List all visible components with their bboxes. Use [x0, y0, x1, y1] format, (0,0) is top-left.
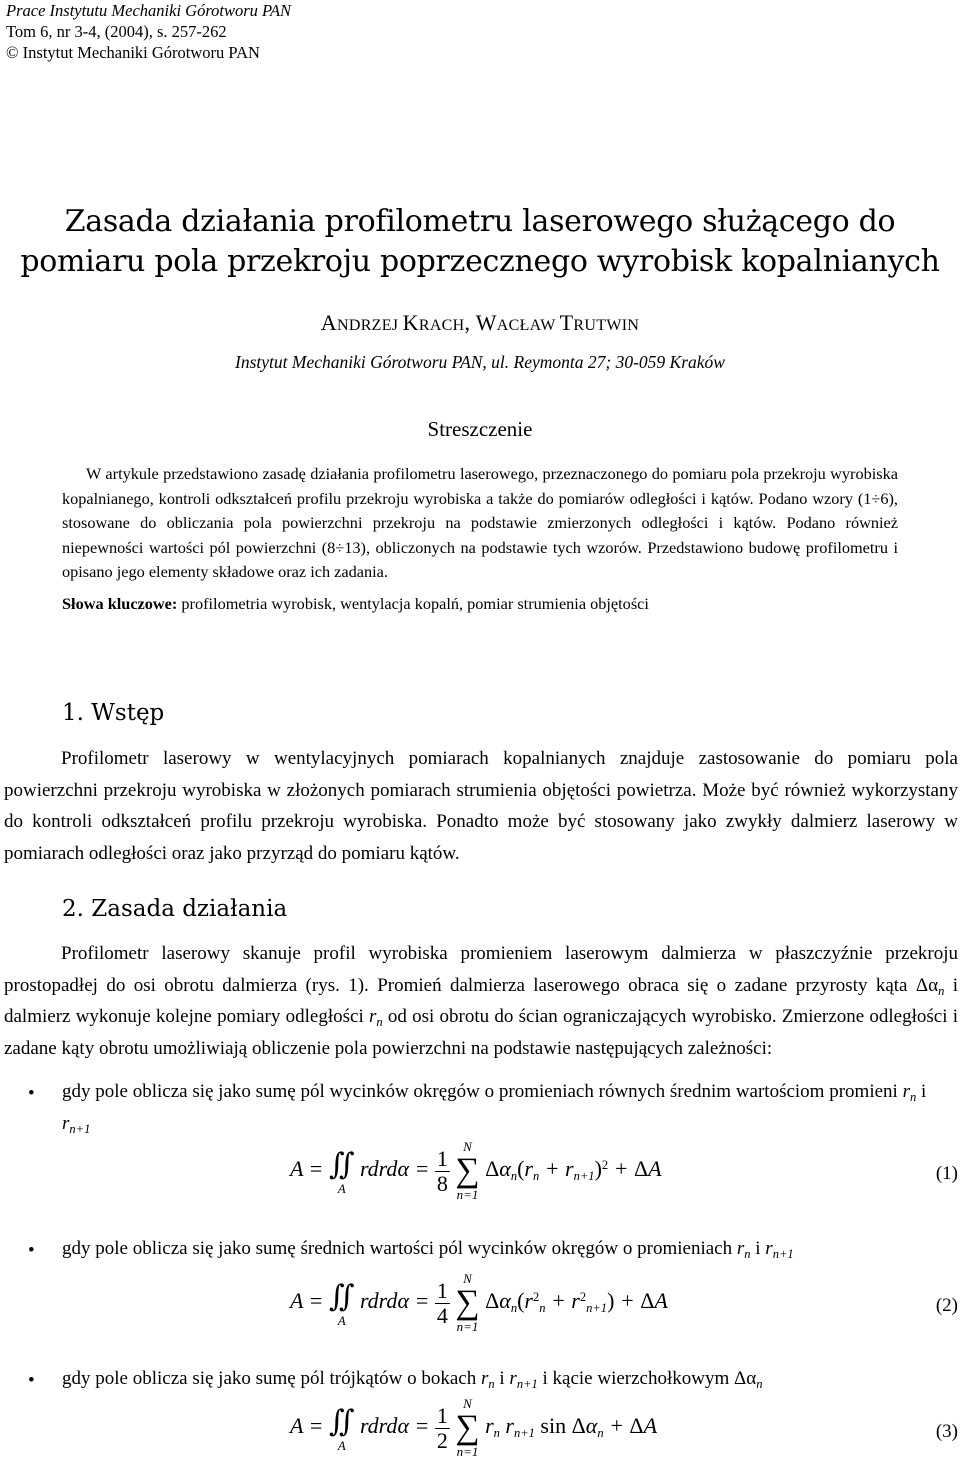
- equation-3-number: (3): [935, 1421, 958, 1442]
- journal-volume: Tom 6, nr 3-4, (2004), s. 257-262: [6, 22, 227, 41]
- journal-header: [6, 0, 291, 63]
- bullet-marker: •: [28, 1083, 35, 1104]
- abstract-text: W artykule przedstawiono zasadę działania profilometru laserowego, przeznaczonego do pomiaru pola przekroju wyrobiska kopalnianego, kontroli odkształceń profilu przekroju wyrobiska a także do pomiarów odległości i kątów. Podano wzory (1÷6), stosowane do obliczania pola powierzchni przekroju na podstawie zmierzonych odległości i kątów. Podano również niepewności wartości pól powierzchni (8÷13), obliczonych na podstawie tych wzorów. Przedstawiono budowę profilometru i opisano jego elementy składowe oraz ich zadania.: [62, 464, 898, 581]
- bullet-marker: •: [28, 1240, 35, 1261]
- author-1: ANDRZEJ KRACH: [320, 310, 465, 335]
- section-1-heading: 1. Wstęp: [62, 700, 165, 726]
- keywords: [62, 594, 649, 614]
- journal-name: Prace Instytutu Mechaniki Górotworu PAN: [6, 1, 292, 20]
- equation-2-number: (2): [935, 1295, 958, 1316]
- authors: ANDRZEJ KRACH, WACŁAW TRUTWIN: [320, 310, 640, 335]
- abstract-heading: Streszczenie: [427, 417, 533, 441]
- author-2: WACŁAW TRUTWIN: [475, 310, 640, 335]
- title-line-1: Zasada działania profilometru laserowego służącego do: [64, 204, 896, 239]
- bullet-2-text: gdy pole oblicza się jako sumę średnich wartości pól wycinków okręgów o promieniach $r_n$ i $r_{n+1}$: [62, 1238, 794, 1261]
- equation-1: A = ∬ A rdrdα = $\frac{1}{8}$ N ∑ n=1 $\Delta\alpha_n(r_n + r_{n+1})^2 + \Delta A$: [290, 1139, 662, 1202]
- section-1-text: Profilometr laserowy w wentylacyjnych pomiarach kopalnianych znajduje zastosowanie do pomiaru pola powierzchni przekroju wyrobiska w złożonych pomiarach strumienia objętości powietrza. Może być również wykorzystany do kontroli odkształceń profilu przekroju wyrobiska. Ponadto może być stosowany jako zwykły dalmierz laserowy w pomiarach odległości oraz jako przyrząd do pomiaru kątów.: [4, 748, 958, 864]
- journal-copyright: © Instytut Mechaniki Górotworu PAN: [6, 43, 260, 62]
- paper-title: [0, 202, 960, 282]
- title-line-2: pomiaru pola przekroju poprzecznego wyrobisk kopalnianych: [20, 244, 940, 279]
- bullet-3-text: gdy pole oblicza się jako sumę pól trójkątów o bokach $r_n$ i $r_{n+1}$ i kącie wierzchołkowym $\Delta\alpha_n$: [62, 1368, 763, 1391]
- keywords-text: profilometria wyrobisk, wentylacja kopalń, pomiar strumienia objętości: [177, 594, 649, 613]
- bullet-1-text: gdy pole oblicza się jako sumę pól wycinków okręgów o promieniach równych średnim wartościom promieni $r_n$ i $r_{n+1}$: [62, 1081, 927, 1136]
- affiliation: Instytut Mechaniki Górotworu PAN, ul. Reymonta 27; 30-059 Kraków: [235, 352, 725, 372]
- keywords-label: Słowa kluczowe:: [62, 594, 178, 613]
- equation-1-number: (1): [935, 1163, 958, 1184]
- section-2-heading: 2. Zasada działania: [62, 896, 288, 922]
- equation-3: A = ∬ A rdrdα = $\frac{1}{2}$ N ∑ n=1 $r_n$ $r_{n+1}$ $\sin \Delta\alpha_n + \Delta A$: [290, 1396, 658, 1459]
- equation-2: A = ∬ A rdrdα = $\frac{1}{4}$ N ∑ n=1 $\Delta\alpha_n(r^2_n + r^2_{n+1}) + \Delta A$: [290, 1271, 668, 1334]
- bullet-marker: •: [28, 1370, 35, 1391]
- section-2-text: Profilometr laserowy skanuje profil wyrobiska promieniem laserowym dalmierza w płaszczyźnie przekroju prostopadłej do osi obrotu dalmierza (rys. 1). Promień dalmierza laserowego obraca się o zadane przyrosty kąta $\Delta\alpha_n$ i dalmierz wykonuje kolejne pomiary odległości $r_n$ od osi obrotu do ścian ograniczających wyrobisko. Zmierzone odległości i zadane kąty obrotu umożliwiają obliczenie pola powierzchni na podstawie następujących zależności:: [4, 943, 959, 1059]
